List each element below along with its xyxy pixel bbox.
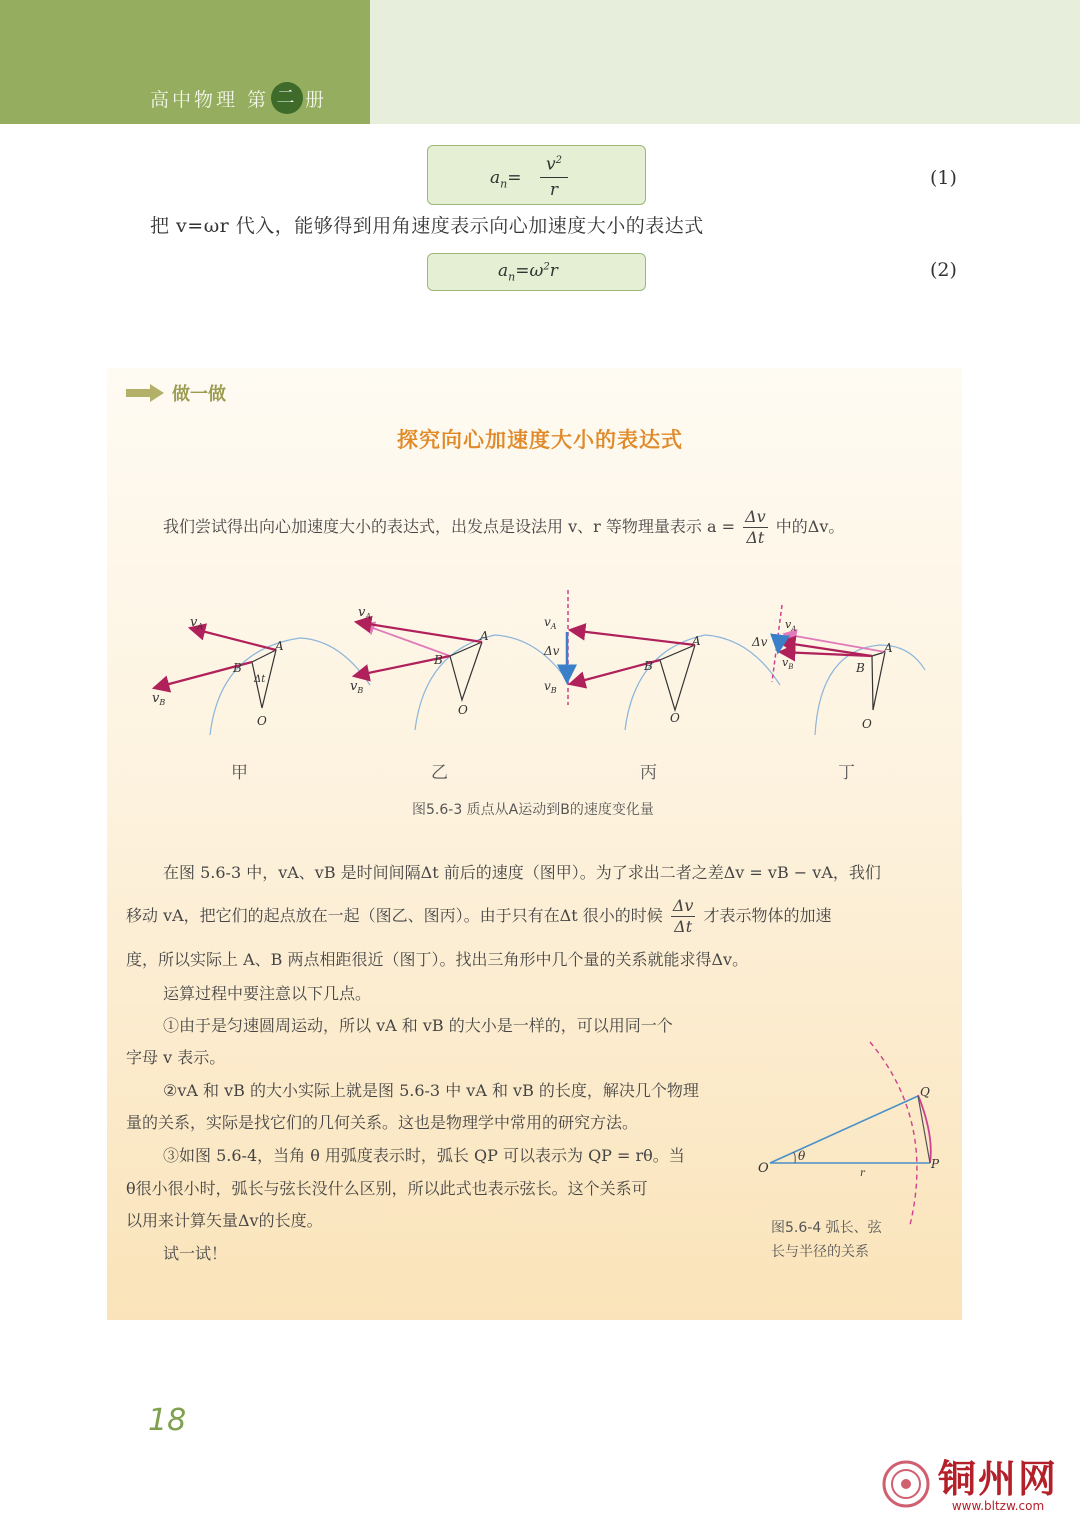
formula-box-2: [427, 253, 646, 291]
triangle: [660, 645, 695, 710]
formula-box-1: [427, 145, 646, 205]
book-title-prefix: 高中物理 第: [150, 88, 270, 111]
point-2-line-1: ②vA 和 vB 的大小实际上就是图 5.6-3 中 vA 和 vB 的长度，解决几个物理: [163, 1081, 699, 1100]
arc: [210, 638, 370, 735]
label-theta: θ: [798, 1149, 806, 1163]
figure-caption-5-6-3: 图5.6-3 质点从A运动到B的速度变化量: [412, 802, 654, 818]
label-va: $v_A$: [785, 618, 797, 633]
arc-dashed: [870, 1042, 917, 1225]
point-3-line-2: θ很小很小时，弧长与弦长没什么区别，所以此式也表示弦长。这个关系可: [126, 1179, 648, 1198]
arrow-icon: [126, 384, 166, 402]
label-dt: Δt: [254, 674, 266, 685]
point-2-line-2: 量的关系，实际是找它们的几何关系。这也是物理学中常用的研究方法。: [126, 1113, 639, 1132]
vector-va: [356, 622, 482, 642]
watermark-text: 铜州网: [938, 1455, 1059, 1501]
label-r: r: [860, 1168, 865, 1179]
panel-bing: [543, 590, 780, 730]
paragraph-1-line-3: 度，所以实际上 A、B 两点相距很近（图丁）。找出三角形中几个量的关系就能求得Δv。: [126, 950, 749, 969]
angle-arc: [793, 1152, 795, 1163]
label-va: $v_A$: [544, 615, 557, 631]
panel-label-ding: 丁: [838, 763, 855, 783]
label-a: A: [884, 641, 893, 655]
watermark-seal-icon: [878, 1458, 938, 1513]
equation-number-2: (2): [930, 259, 957, 281]
label-va: $v_A$: [358, 605, 372, 621]
label-o: O: [458, 703, 468, 717]
label-a: A: [480, 629, 489, 643]
label-p: P: [931, 1157, 940, 1171]
activity-intro: 我们尝试得出向心加速度大小的表达式，出发点是设法用 v、r 等物理量表示 a = $\frac{\Delta v}{\Delta t}$ 中的Δv。: [163, 507, 845, 547]
formula-1-fraction: $v^2$ r: [540, 149, 568, 202]
watermark: [878, 1455, 1059, 1513]
label-vb: $v_B$: [350, 679, 364, 695]
formula-1-lhs: $a_n=$: [490, 168, 522, 191]
arc: [625, 635, 780, 730]
label-vb: $v_B$: [782, 656, 794, 671]
paragraph-1-line-2: 移动 vA，把它们的起点放在一起（图乙、图丙）。由于只有在Δt 很小的时候 $\frac{\Delta v}{\Delta t}$ 才表示物体的加速: [126, 896, 832, 936]
label-o: O: [862, 717, 872, 731]
paragraph-1-line-1: 在图 5.6-3 中，vA、vB 是时间间隔Δt 前后的速度（图甲）。为了求出二者之差Δv = vB − vA，我们: [163, 863, 881, 882]
triangle: [872, 652, 885, 710]
figure-5-6-4: [750, 1040, 950, 1230]
label-b: B: [233, 661, 242, 675]
label-a: A: [275, 639, 284, 653]
label-vb: $v_B$: [544, 679, 557, 695]
paragraph-2: 运算过程中要注意以下几点。: [163, 984, 372, 1003]
label-b: B: [856, 661, 865, 675]
vector-va-moved: [362, 624, 450, 656]
panel-label-jia: 甲: [231, 763, 248, 783]
triangle: [450, 642, 482, 700]
point-3-line-3: 以用来计算矢量Δv的长度。: [126, 1211, 323, 1230]
book-title: [150, 82, 327, 114]
label-b: B: [434, 653, 443, 667]
label-dv: Δv: [752, 635, 768, 649]
label-o: O: [257, 714, 267, 728]
figure-5-6-3: [140, 590, 930, 740]
panel-jia: [152, 615, 370, 735]
label-o: O: [758, 1161, 769, 1176]
panel-ding: [751, 605, 925, 735]
radius-oq: [770, 1096, 918, 1163]
volume-badge: 二: [271, 82, 303, 114]
label-a: A: [692, 634, 701, 648]
vector-va: [190, 628, 276, 650]
label-q: Q: [920, 1085, 930, 1099]
panel-label-yi: 乙: [431, 763, 448, 783]
label-o: O: [670, 711, 680, 725]
activity-label: 做一做: [126, 380, 226, 406]
watermark-url: www.bltzw.com: [951, 1498, 1045, 1513]
figure-caption-5-6-4-line-1: 图5.6-4 弧长、弦: [771, 1220, 882, 1236]
vector-va: [570, 630, 695, 645]
try-it: 试一试！: [163, 1244, 228, 1263]
page-number: 18: [148, 1403, 187, 1438]
panel-label-bing: 丙: [640, 763, 657, 783]
label-vb: $v_B$: [152, 691, 166, 707]
point-3-line-1: ③如图 5.6-4，当角 θ 用弧度表示时，弧长 QP 可以表示为 QP = rθ。当: [163, 1146, 685, 1165]
header-band-light: [370, 0, 1080, 124]
point-1-line-2: 字母 v 表示。: [126, 1048, 226, 1067]
label-va: $v_A$: [190, 615, 204, 631]
book-title-suffix: 册: [305, 88, 328, 111]
activity-title: 探究向心加速度大小的表达式: [397, 428, 683, 452]
figure-caption-5-6-4-line-2: 长与半径的关系: [771, 1244, 869, 1260]
label-dv: Δv: [544, 644, 560, 658]
formula-2-expression: $a_n=\omega^2r$: [498, 261, 558, 284]
vector-dv: [778, 635, 780, 652]
dashed-line: [772, 605, 782, 682]
label-b: B: [644, 659, 653, 673]
body-line-substitution: 把 v=ωr 代入，能够得到用角速度表示向心加速度大小的表达式: [150, 215, 704, 237]
equation-number-1: (1): [930, 167, 957, 189]
point-1-line-1: ①由于是匀速圆周运动，所以 vA 和 vB 的大小是一样的，可以用同一个: [163, 1016, 673, 1035]
panel-yi: [350, 605, 570, 730]
